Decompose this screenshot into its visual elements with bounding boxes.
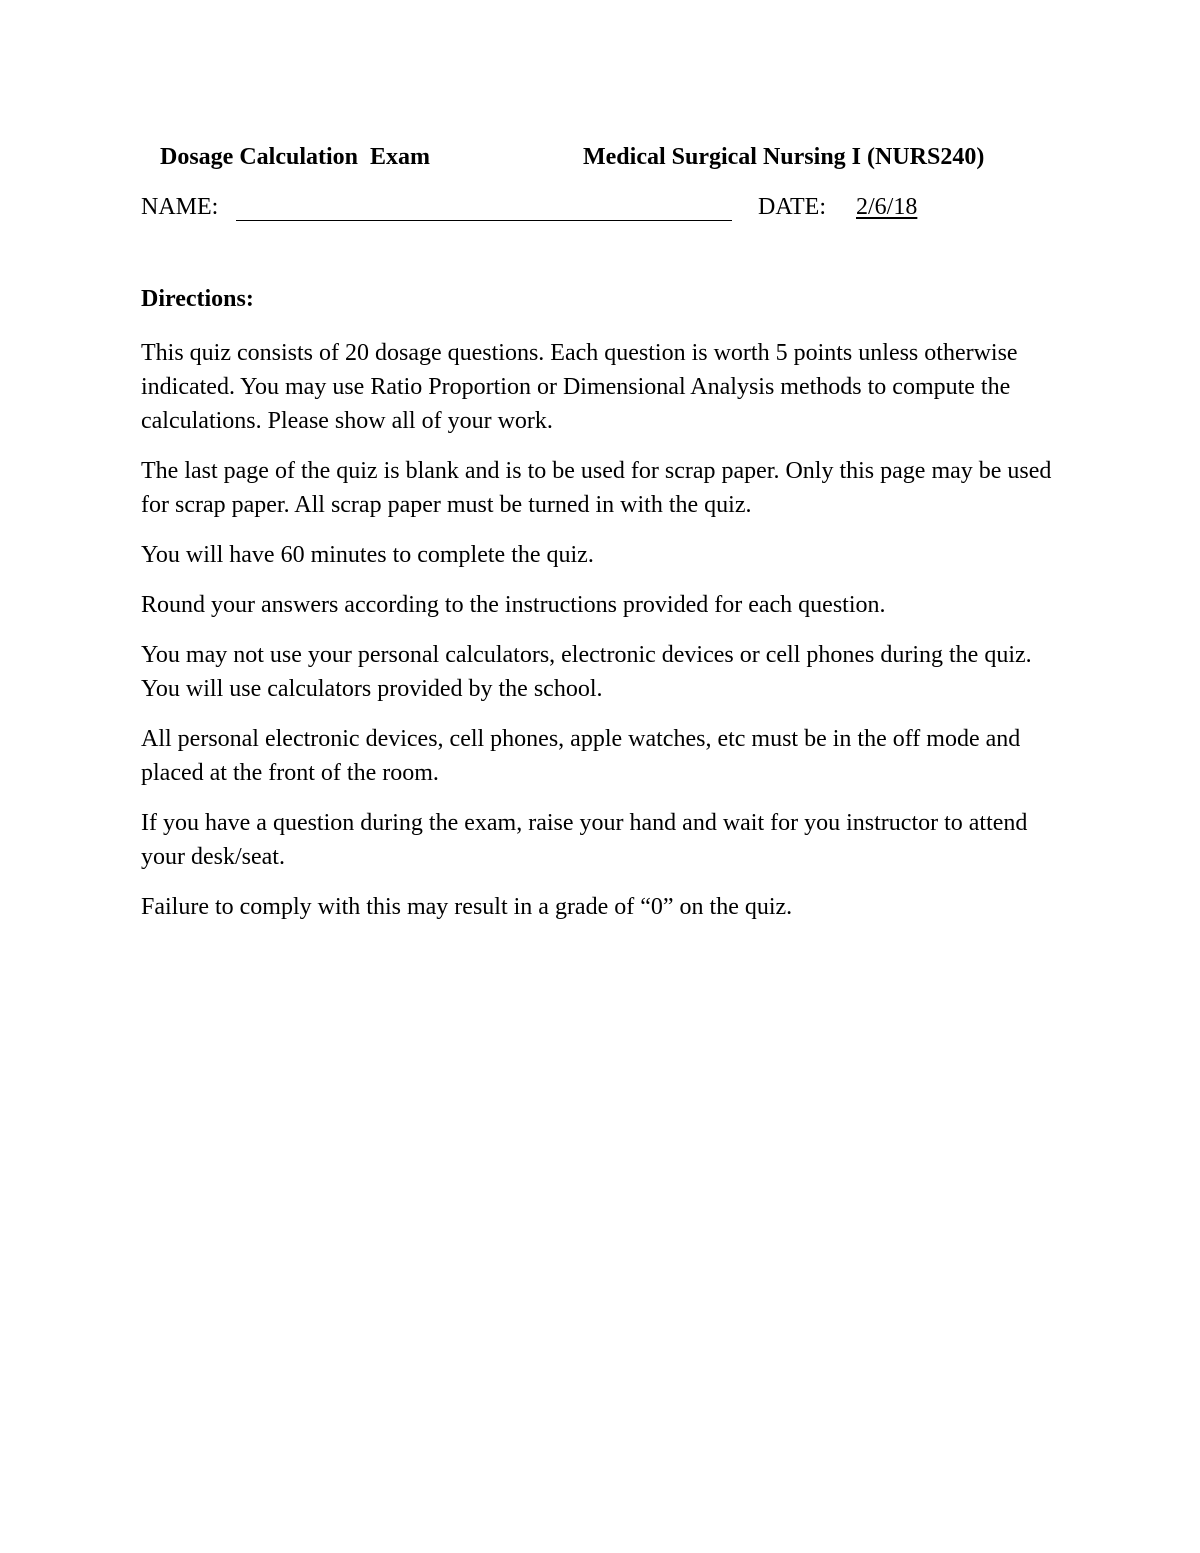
directions-body xyxy=(141,336,1066,940)
exam-title: Dosage Calculation Exam xyxy=(160,144,430,170)
date-value: 2/6/18 xyxy=(856,194,918,220)
directions-paragraph: You will have 60 minutes to complete the quiz. xyxy=(141,542,594,568)
date-label: DATE: xyxy=(758,194,826,220)
directions-paragraph: The last page of the quiz is blank and is to be used for scrap paper. Only this page may be used for scrap paper. All scrap paper must be turned in with the quiz. xyxy=(141,458,1052,518)
directions-paragraph: If you have a question during the exam, raise your hand and wait for you instructor to attend your desk/seat. xyxy=(141,810,1028,870)
directions-paragraph: All personal electronic devices, cell phones, apple watches, etc must be in the off mode and placed at the front of the room. xyxy=(141,726,1021,786)
student-info-row xyxy=(0,194,1200,226)
directions-heading: Directions: xyxy=(141,286,254,312)
directions-paragraph: Failure to comply with this may result in a grade of “0” on the quiz. xyxy=(141,894,793,920)
name-blank-line[interactable] xyxy=(236,220,732,221)
directions-paragraph: Round your answers according to the instructions provided for each question. xyxy=(141,592,886,618)
name-label: NAME: xyxy=(141,194,219,220)
directions-paragraph: This quiz consists of 20 dosage questions. Each question is worth 5 points unless otherwise indicated. You may use Ratio Proportion or Dimensional Analysis methods to compute the calculations. Please show all of your work. xyxy=(141,340,1018,434)
directions-paragraph: You may not use your personal calculators, electronic devices or cell phones during the quiz. You will use calculators provided by the school. xyxy=(141,642,1032,702)
document-header xyxy=(0,144,1200,176)
course-title: Medical Surgical Nursing I (NURS240) xyxy=(583,144,985,170)
